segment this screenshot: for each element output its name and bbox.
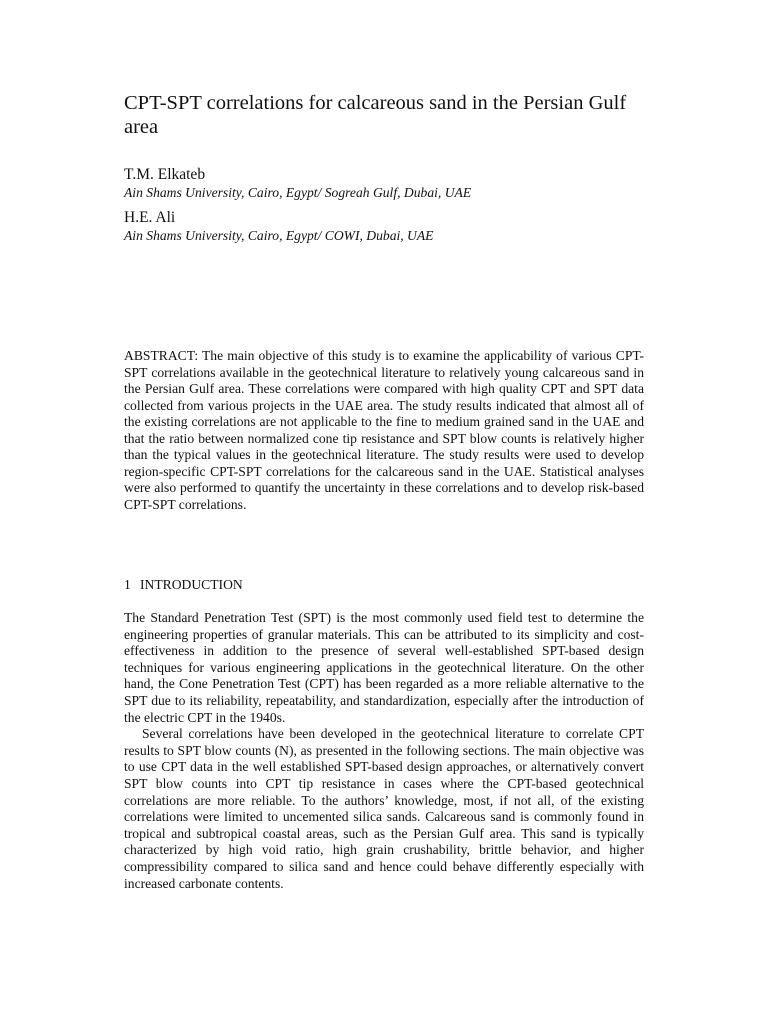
- paragraph: The Standard Penetration Test (SPT) is the most commonly used field test to determine the engineering properties of granular materials. This can be attributed to its simplicity and cost-effectiveness in addition to the presence of several well-established SPT-based design techniques for various engineering applications in the geotechnical literature. On the other hand, the Cone Penetration Test (CPT) has been regarded as a more reliable alternative to the SPT due to its reliability, repeatability, and standardization, especially after the introduction of the electric CPT in the 1940s.: [124, 610, 644, 725]
- author-affiliation: Ain Shams University, Cairo, Egypt/ COWI, Dubai, UAE: [124, 228, 434, 243]
- section-number: 1: [124, 577, 131, 592]
- section-body: [124, 610, 644, 892]
- paragraph: Several correlations have been developed in the geotechnical literature to correlate CPT results to SPT blow counts (N), as presented in the following sections. The main objective was to use CPT data in the well established SPT-based design approaches, or alternatively convert SPT blow counts into CPT tip resistance in cases where the CPT-based geotechnical correlations are more reliable. To the authors’ knowledge, most, if not all, of the existing correlations were limited to uncemented silica sands. Calcareous sand is commonly found in tropical and subtropical coastal areas, such as the Persian Gulf area. This sand is typically characterized by high void ratio, high grain crushability, brittle behavior, and higher compressibility compared to silica sand and hence could behave differently especially with increased carbonate contents.: [124, 726, 644, 891]
- paper-title: CPT-SPT correlations for calcareous sand in the Persian Gulf area: [124, 92, 627, 138]
- abstract: ABSTRACT: The main objective of this study is to examine the applicability of various CPT-SPT correlations available in the geotechnical literature to relatively young calcareous sand in the Persian Gulf area. These correlations were compared with high quality CPT and SPT data collected from various projects in the UAE area. The study results indicated that almost all of the existing correlations are not applicable to the fine to medium grained sand in the UAE and that the ratio between normalized cone tip resistance and SPT blow counts is relatively higher than the typical values in the geotechnical literature. The study results were used to develop region-specific CPT-SPT correlations for the calcareous sand in the UAE. Statistical analyses were also performed to quantify the uncertainty in these correlations and to develop risk-based CPT-SPT correlations.: [124, 348, 644, 512]
- section-heading: [124, 577, 243, 593]
- author-name: H.E. Ali: [124, 209, 176, 226]
- section-title: INTRODUCTION: [140, 577, 243, 592]
- author-affiliation: Ain Shams University, Cairo, Egypt/ Sogreah Gulf, Dubai, UAE: [124, 185, 472, 200]
- author-name: T.M. Elkateb: [124, 166, 206, 183]
